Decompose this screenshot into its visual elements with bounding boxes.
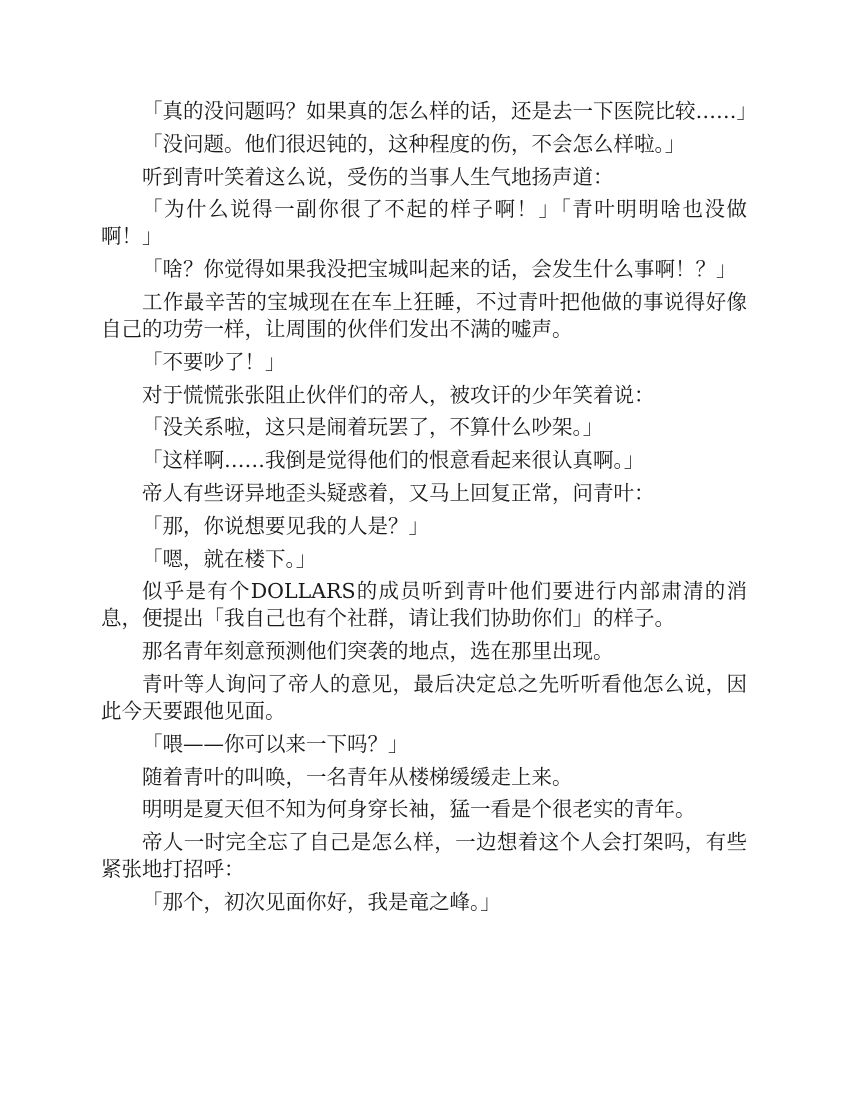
paragraph-3: 听到青叶笑着这么说，受伤的当事人生气地扬声道： xyxy=(142,164,614,189)
paragraph-8: 对于慌慌张张阻止伙伴们的帝人，被攻讦的少年笑着说： xyxy=(142,382,655,407)
paragraph-5: 「啥？你觉得如果我没把宝城叫起来的话，会发生什么事啊！？」 xyxy=(142,257,737,282)
paragraph-1: 「真的没问题吗？如果真的怎么样的话，还是去一下医院比较……」 xyxy=(142,99,757,123)
paragraph-18: 随着青叶的叫唤，一名青年从楼梯缓缓走上来。 xyxy=(142,764,573,789)
paragraph-13: 「嗯，就在楼下。」 xyxy=(142,546,317,571)
paragraph-2: 「没问题。他们很迟钝的，这种程度的伤，不会怎么样啦。」 xyxy=(142,131,686,156)
paragraph-19: 明明是夏天但不知为何身穿长袖，猛一看是个很老实的青年。 xyxy=(142,797,696,822)
paragraph-12: 「那，你说想要见我的人是？」 xyxy=(142,513,429,538)
paragraph-16: 青叶等人询问了帝人的意见，最后决定总之先听听看他怎么说，因此今天要跟他见面。 xyxy=(101,671,747,723)
paragraph-21: 「那个，初次见面你好，我是竜之峰。」 xyxy=(142,889,501,914)
paragraph-6: 工作最辛苦的宝城现在在车上狂睡，不过青叶把他做的事说得好像自己的功劳一样，让周围的伙伴们发出不满的嘘声。 xyxy=(101,289,747,341)
paragraph-9: 「没关系啦，这只是闹着玩罢了，不算什么吵架。」 xyxy=(142,415,604,440)
paragraph-17: 「喂——你可以来一下吗？」 xyxy=(142,731,409,756)
paragraph-4: 「为什么说得一副你很了不起的样子啊！」「青叶明明啥也没做啊！」 xyxy=(101,197,747,249)
document-page xyxy=(101,98,757,922)
paragraph-7: 「不要吵了！」 xyxy=(142,349,286,374)
paragraph-20: 帝人一时完全忘了自己是怎么样，一边想着这个人会打架吗，有些紧张地打招呼： xyxy=(101,830,747,882)
paragraph-14: 似乎是有个DOLLARS的成员听到青叶他们要进行内部肃清的消息，便提出「我自己也有个社群，请让我们协助你们」的样子。 xyxy=(101,579,747,631)
paragraph-10: 「这样啊……我倒是觉得他们的恨意看起来很认真啊。」 xyxy=(142,448,645,473)
paragraph-15: 那名青年刻意预测他们突袭的地点，选在那里出现。 xyxy=(142,639,614,664)
paragraph-11: 帝人有些讶异地歪头疑惑着，又马上回复正常，问青叶： xyxy=(142,480,655,505)
